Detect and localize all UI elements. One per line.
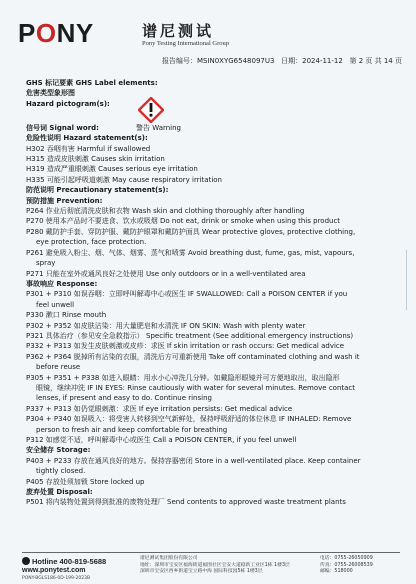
storage-title: 安全储存 Storage: <box>26 446 91 455</box>
signal-word-row <box>26 123 402 133</box>
hotline: Hotline 400-819-5688 <box>22 557 106 566</box>
pictogram-label: Hazard pictogram(s): <box>26 99 110 108</box>
report-date: 2024-11-12 <box>302 57 343 65</box>
section-title: GHS 标记要素 GHS Label elements: <box>26 79 158 87</box>
report-number: MSIN0XYG6548097U3 <box>196 57 275 65</box>
exclamation-mark-diamond-icon <box>138 97 164 123</box>
pictogram-row <box>26 99 402 123</box>
precaution-title: 防范说明 Precautionary statement(s): <box>26 186 169 195</box>
response-line: P312 如感觉不适，呼叫解毒中心或医生 Call a POISON CENTER, if you feel unwell <box>26 436 297 444</box>
logo-english-name: Pony Testing International Group <box>142 40 229 47</box>
phone-icon <box>22 557 30 565</box>
pony-logo: PONY <box>18 18 94 48</box>
seam-stamp-mark <box>406 250 412 310</box>
storage-line: P405 存放处须加锁 Store locked up <box>26 477 145 486</box>
prevention-line: P270 使用本产品时不要进食、饮水或吸烟 Do not eat, drink or smoke when using this product <box>26 217 341 226</box>
response-line: P321 具体治疗（参见安全急救指示） Specific treatment (See additional emergency instructions) <box>26 331 354 340</box>
prevention-line: P280 戴防护手套、穿防护服、戴防护眼罩和戴防护面具 Wear protective gloves, protective clothing, <box>26 227 356 236</box>
website-link[interactable]: www.ponytest.com <box>22 567 86 574</box>
storage-line: tightly closed. <box>36 467 86 476</box>
response-line: P302 + P352 如皮肤沾染：用大量肥皂和水清洗 IF ON SKIN: Wash with plenty water <box>26 321 306 330</box>
response-line: P362 + P364 脱掉所有沾染的衣服，清洗后方可重新使用 Take off contaminated clothing and wash it <box>26 352 360 361</box>
report-header <box>18 16 408 56</box>
response-title: 事故响应 Response: <box>26 279 98 288</box>
form-code: PONY-BGLS186-0D-199-2023B <box>22 576 91 581</box>
response-line: P332 + P313 如发生皮肤刺激或皮疹：求医 If skin irritation or rash occurs: Get medical advice <box>26 342 345 351</box>
prevention-line: P271 只能在室外或通风良好之处使用 Use only outdoors or in a well-ventilated area <box>26 269 306 278</box>
hazard-line: H302 吞咽有害 Harmful if swallowed <box>26 144 151 153</box>
response-line: lenses, if present and easy to do. Continue rinsing <box>36 394 212 403</box>
footer-phones: 电话：0755-26050909 传真：0755-26008539 邮编：518000 <box>320 556 373 575</box>
prevention-title: 预防措施 Prevention: <box>26 196 103 205</box>
logo-chinese-name: 谱尼测试 <box>142 22 215 40</box>
hazard-line: H335 可能引起呼吸道刺激 May cause respiratory irritation <box>26 175 222 184</box>
response-line: P304 + P340 如误吸入：将受害人转移到空气新鲜处，保持呼吸舒适的体位休息 IF INHALED: Remove <box>26 415 352 424</box>
pictogram-cn: 危害类型象形图 <box>26 89 75 98</box>
response-line: P305 + P351 + P338 如进入眼睛：用水小心冲洗几分钟。如戴隐形眼镜并可方便地取出，取出隐形 <box>26 373 340 382</box>
ghs-label-section <box>26 78 402 508</box>
prevention-line: eye protection, face protection. <box>36 238 147 247</box>
response-line: person to fresh air and keep comfortable for breathing <box>36 425 228 434</box>
response-line: P337 + P313 如仍觉眼刺激：求医 If eye irritation persists: Get medical advice <box>26 404 293 413</box>
report-footer <box>22 556 402 582</box>
hazard-line: H319 造成严重眼刺激 Causes serious eye irritation <box>26 165 198 174</box>
prevention-line: P261 避免吸入粉尘、烟、气体、烟雾、蒸气和喷雾 Avoid breathing dust, fume, gas, mist, vapours, <box>26 248 355 257</box>
footer-divider <box>22 552 400 553</box>
report-meta: 报告编号：MSIN0XYG6548097U3 日期：2024-11-12 第 2 页 共 14 页 <box>161 57 402 65</box>
response-line: P330 漱口 Rinse mouth <box>26 311 107 320</box>
page-info: 第 2 页 共 14 页 <box>349 57 402 65</box>
prevention-line: P264 作业后彻底清洗皮肤和衣物 Wash skin and clothing thoroughly after handling <box>26 207 305 216</box>
disposal-line: P501 将内装物处置到得到批准的废物处理厂 Send contents to approved waste treatment plants <box>26 498 346 507</box>
response-line: feel unwell <box>36 300 75 309</box>
response-line: P301 + P310 如误吞咽：立即呼叫解毒中心或医生 IF SWALLOWED: Call a POISON CENTER if you <box>26 290 348 299</box>
hazard-title: 危险性说明 Hazard statement(s): <box>26 134 148 143</box>
response-line: before reuse <box>36 363 81 372</box>
prevention-line: spray <box>36 259 56 268</box>
hazard-line: H315 造成皮肤刺激 Causes skin irritation <box>26 155 165 164</box>
disposal-title: 废弃处置 Disposal: <box>26 488 93 497</box>
footer-address: 谱尼测试集团股份有限公司 地址：深圳市宝安区福海街道福围社区宝安大道稳新工业区1栋 1楼3层 深圳市宝安区西乡街道宝立路中海 国际科技园5栋 1楼3层 <box>140 556 290 575</box>
signal-word-label: 信号词 Signal word: <box>26 123 99 132</box>
response-line: 眼镜，继续冲洗 IF IN EYES: Rinse cautiously with water for several minutes. Remove contact <box>36 383 356 392</box>
storage-line: P403 + P233 存放在通风良好的地方。保持容器密闭 Store in a well-ventilated place. Keep container <box>26 456 361 465</box>
signal-word-value: 警告 Warning <box>136 123 182 132</box>
